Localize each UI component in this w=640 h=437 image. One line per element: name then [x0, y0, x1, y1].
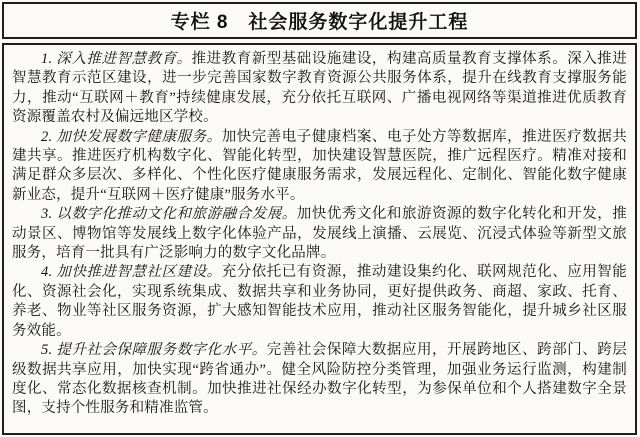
paragraph-2: [12, 128, 627, 206]
paragraph-1-text: 推进教育新型基础设施建设，构建高质量教育支撑体系。深入推进智慧教育示范区建设，进一步完善国家数字教育资源公共服务体系，提升在线教育支撑服务能力，推动“互联网＋教育”持续健康发展，充分依托互联网、广播电视网络等渠道推进优质教育资源覆盖农村及偏远地区学校。: [12, 51, 627, 126]
column-title: 专栏 8 社会服务数字化提升工程: [170, 12, 469, 33]
paragraph-3-text: 加快优秀文化和旅游资源的数字化转化和开发，推动景区、博物馆等发展线上数字化体验产品，发展线上演播、云展览、沉浸式体验等新型文旅服务，培育一批具有广泛影响力的数字文化品牌。: [12, 206, 627, 262]
paragraph-2-lead: 2. 加快发展数字健康服务。: [41, 128, 222, 145]
paragraph-4-lead: 4. 加快推进智慧社区建设。: [41, 264, 222, 281]
column-title-box: [2, 2, 637, 39]
paragraph-4-text: 充分依托已有资源，推动建设集约化、联网规范化、应用智能化、资源社会化，实现系统集成、数据共享和业务协同，更好提供政务、商超、家政、托育、养老、物业等社区服务资源，扩大感知智能技术应用，推动社区服务智能化，提升城乡社区服务效能。: [12, 264, 627, 339]
paragraph-4: [12, 263, 627, 341]
paragraph-2-text: 加快完善电子健康档案、电子处方等数据库，推进医疗数据共建共享。推进医疗机构数字化、智能化转型，加快建设智慧医院，推广远程医疗。精准对接和满足群众多层次、多样化、个性化医疗健康服务需求，发展远程化、定制化、智能化数字健康新业态，提升“互联网＋医疗健康”服务水平。: [12, 128, 627, 203]
paragraph-1-lead: 1. 深入推进智慧教育。: [41, 51, 192, 67]
paragraph-5-lead: 5. 提升社会保障服务数字化水平。: [41, 342, 267, 359]
paragraph-3: [12, 205, 627, 263]
paragraph-5: [12, 341, 627, 419]
paragraph-5-text: 完善社会保障大数据应用，开展跨地区、跨部门、跨层级数据共享应用，加快实现“跨省通办”。健全风险防控分类管理，加强业务运行监测，构建制度化、常态化数据核查机制。加快推进社保经办数字化转型，为参保单位和个人搭建数字全景图，支持个性服务和精准监管。: [12, 342, 627, 417]
paragraph-1: [12, 50, 627, 128]
paragraph-3-lead: 3. 以数字化推动文化和旅游融合发展。: [41, 206, 297, 223]
column-body: [2, 43, 637, 435]
